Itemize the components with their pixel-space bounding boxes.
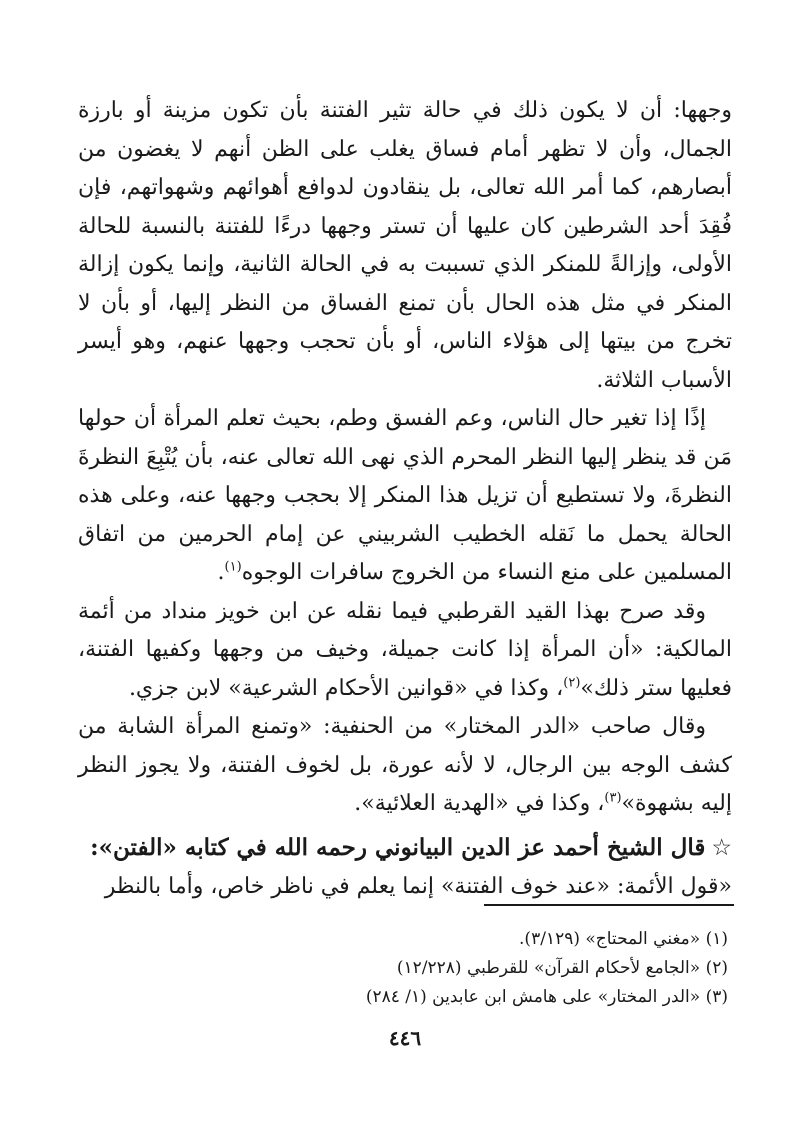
footnote-2: (٢) «الجامع لأحكام القرآن» للقرطبي (١٢/٢٢٨): [396, 958, 728, 978]
paragraph-3-text: وقد صرح بهذا القيد القرطبي فيما نقله عن ابن خويز منداد من أئمة المالكية: «أن المرأة إذا كانت جميلة، وخيف من وجهها وكفيها الفتنة، فعليها ستر ذلك»: [78, 598, 732, 701]
paragraph-4-text: وقال صاحب «الدر المختار» من الحنفية: «وتمنع المرأة الشابة من كشف الوجه بين الرجال، لا لأنه عورة، بل لخوف الفتنة، ولا يجوز النظر إليه بشهوة»: [78, 714, 732, 816]
footnote-3: (٣) «الدر المختار» على هامش ابن عابدين (١/ ٢٨٤): [365, 987, 728, 1007]
page-number: ٤٤٦: [388, 1026, 422, 1050]
paragraph-3: [78, 593, 732, 709]
footnote-ref-3: (٣): [604, 790, 622, 806]
paragraph-2-end: .: [217, 560, 225, 585]
paragraph-2-text: إذًا إذا تغير حال الناس، وعم الفسق وطم، بحيث تعلم المرأة أن حولها مَن قد ينظر إليها النظر المحرم الذي نهى الله تعالى عنه، بأن يُتْبِعَ النظرةَ النظرةَ، ولا تستطيع أن تزيل هذا المنكر إلا بحجب وجهها عنه، وعلى هذه الحالة يحمل ما نَقله الخطيب الشربيني عن إمام الحرمين من اتفاق المسلمين على منع النساء من الخروج سافرات الوجوه: [78, 406, 732, 585]
paragraph-2: [78, 400, 732, 593]
main-text: [78, 92, 732, 824]
section-heading: [78, 828, 732, 868]
paragraph-3-tail: ، وكذا في «قوانين الأحكام الشرعية» لابن جزي.: [128, 675, 564, 701]
footnotes: [78, 925, 728, 1012]
paragraph-1: وجهها: أن لا يكون ذلك في حالة تثير الفتنة بأن تكون مزينة أو بارزة الجمال، وأن لا تظهر أمام فساق يغلب على الظن أنهم لا يغضون من أبصارهم، كما أمر الله تعالى، بل ينقادون لدوافع أهوائهم وشهواتهم، فإن فُقِدَ أحد الشرطين كان عليها أن تستر وجهها درءًا للفتنة بالنسبة للحالة الأولى، وإزالةً للمنكر الذي تسببت به في الحالة الثانية، وإنما يكون إزالة المنكر في مثل هذه الحال بأن تمنع الفساق من النظر إليها، أو بأن لا تخرج من بيتها إلى هؤلاء الناس، أو بأن تحجب وجهها عنهم، وهو أيسر الأسباب الثلاثة.: [78, 98, 732, 393]
paragraph-4-tail: ، وكذا في «الهدية العلائية».: [354, 791, 605, 816]
footnote-ref-1: (١): [224, 559, 242, 575]
footnote-ref-2: (٢): [563, 675, 581, 691]
paragraph-4: [78, 708, 732, 824]
footnote-divider: [484, 904, 734, 906]
footnote-1: (١) «مغني المحتاج» (٣/١٢٩).: [519, 929, 728, 949]
quote-lead-line: «قول الأئمة: «عند خوف الفتنة» إنما يعلم في ناظر خاص، وأما بالنظر: [104, 873, 732, 899]
star-icon: ☆: [711, 834, 732, 861]
section-heading-text: قال الشيخ أحمد عز الدين البيانوني رحمه الله في كتابه «الفتن»:: [90, 833, 706, 861]
